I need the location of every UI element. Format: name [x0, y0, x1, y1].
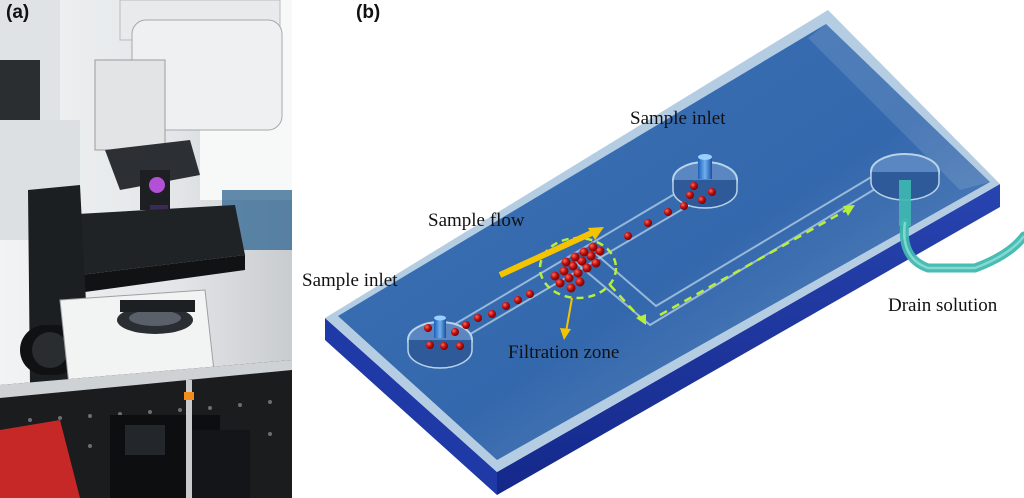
label-sample-flow: Sample flow — [428, 210, 525, 231]
panel-label-a: (a) — [6, 2, 30, 23]
label-sample-inlet-left: Sample inlet — [302, 270, 398, 291]
label-sample-inlet-top: Sample inlet — [630, 108, 726, 129]
label-drain-solution: Drain solution — [888, 295, 998, 316]
label-filtration-zone: Filtration zone — [508, 342, 620, 363]
panel-label-b: (b) — [356, 2, 381, 23]
